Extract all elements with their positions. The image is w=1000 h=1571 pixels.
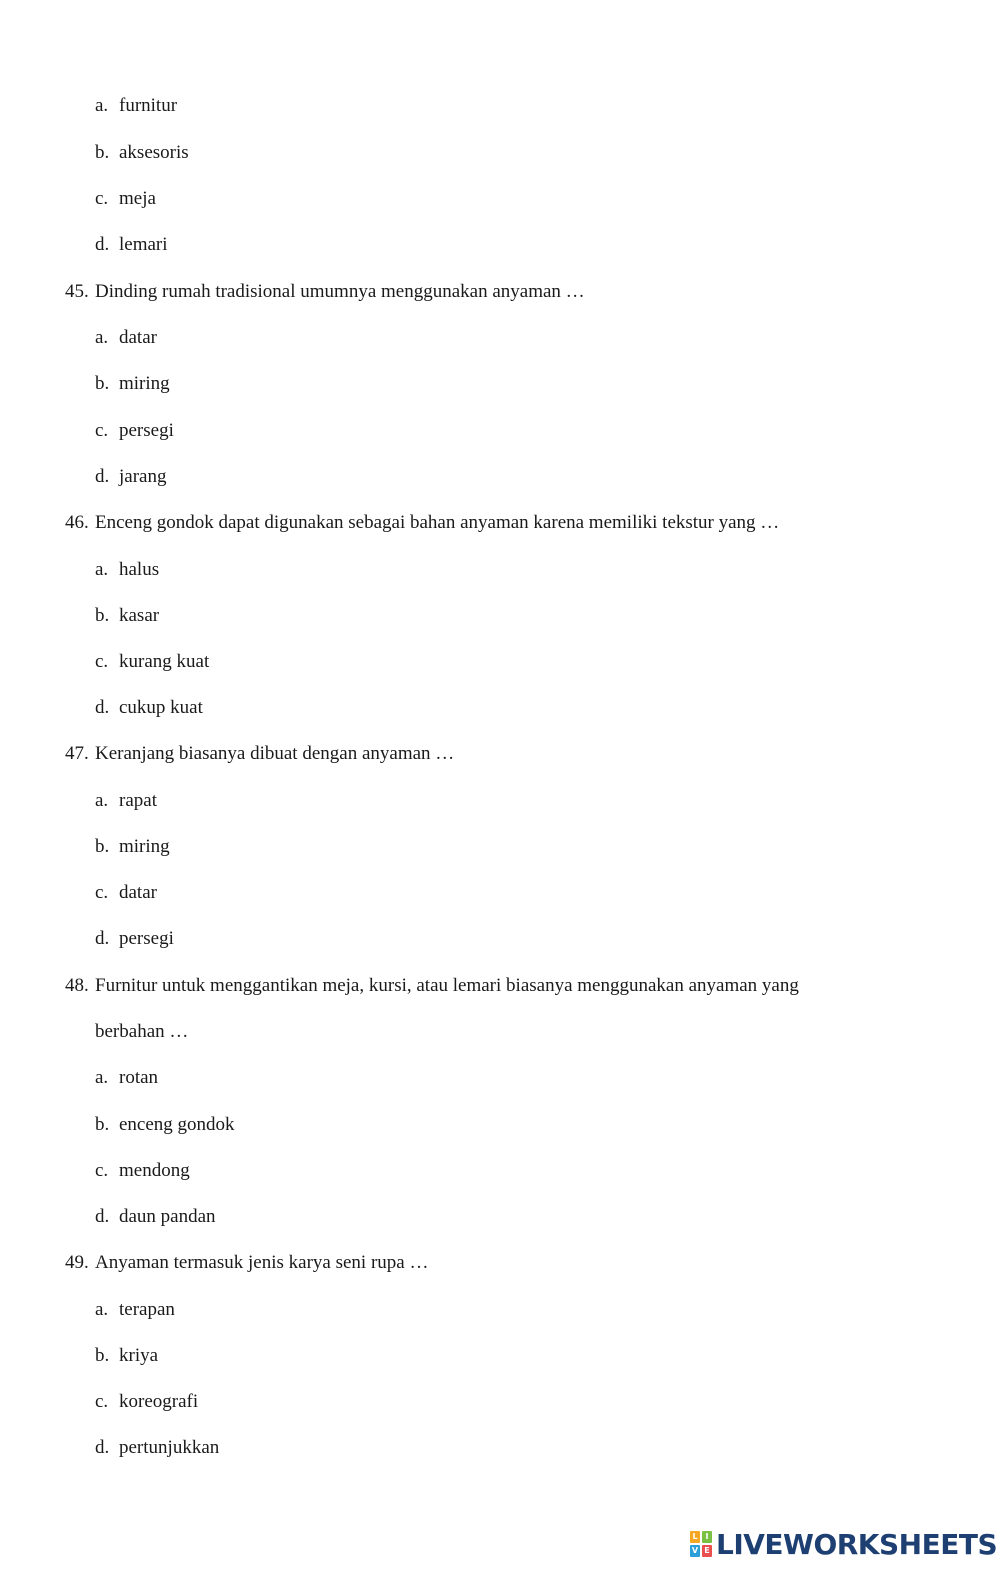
- option-49-a[interactable]: [95, 1298, 175, 1322]
- question-text: [65, 511, 779, 535]
- option-letter: a.: [95, 1067, 109, 1088]
- option-letter: b.: [95, 1114, 110, 1135]
- logo-tile-e: E: [702, 1545, 712, 1557]
- option-letter: c.: [95, 420, 109, 441]
- option-44-c[interactable]: [95, 187, 156, 211]
- option-letter: c.: [95, 188, 109, 209]
- question-number: 49.: [65, 1252, 89, 1273]
- option-letter: a.: [95, 327, 109, 348]
- question-text: [65, 742, 454, 766]
- option-46-a[interactable]: [95, 558, 159, 582]
- logo-tile-v: V: [691, 1546, 699, 1555]
- option-48-b[interactable]: [95, 1113, 235, 1137]
- option-46-b[interactable]: [95, 604, 159, 628]
- option-letter: b.: [95, 1345, 110, 1366]
- option-46-c[interactable]: [95, 650, 209, 674]
- option-letter: c.: [95, 651, 109, 672]
- option-letter: b.: [95, 836, 110, 857]
- option-letter: b.: [95, 605, 110, 626]
- option-letter: c.: [95, 882, 109, 903]
- option-text: pertunjukkan: [119, 1437, 220, 1458]
- option-text: kriya: [119, 1345, 159, 1366]
- option-text: miring: [119, 836, 170, 857]
- option-text: kurang kuat: [119, 651, 210, 672]
- option-49-d[interactable]: [95, 1436, 219, 1460]
- option-text: rapat: [119, 790, 157, 811]
- question-number: 46.: [65, 512, 89, 533]
- option-letter: a.: [95, 1299, 109, 1320]
- option-45-a[interactable]: [95, 326, 157, 350]
- option-text: miring: [119, 373, 170, 394]
- option-letter: b.: [95, 142, 110, 163]
- option-45-b[interactable]: [95, 372, 170, 396]
- question-prompt-continuation: berbahan …: [95, 1021, 189, 1042]
- option-text: meja: [119, 188, 156, 209]
- option-45-d[interactable]: [95, 465, 166, 489]
- option-text: lemari: [119, 234, 168, 255]
- option-text: terapan: [119, 1299, 175, 1320]
- option-text: datar: [119, 882, 157, 903]
- option-letter: b.: [95, 373, 110, 394]
- option-48-c[interactable]: [95, 1159, 190, 1183]
- question-number: 47.: [65, 743, 89, 764]
- option-letter: a.: [95, 559, 109, 580]
- option-text: koreografi: [119, 1391, 199, 1412]
- option-letter: c.: [95, 1391, 109, 1412]
- liveworksheets-logo: [690, 1527, 997, 1561]
- option-49-c[interactable]: [95, 1390, 198, 1414]
- option-letter: a.: [95, 790, 109, 811]
- question-text: [65, 1251, 428, 1275]
- option-45-c[interactable]: [95, 419, 174, 443]
- option-letter: d.: [95, 1437, 110, 1458]
- option-47-a[interactable]: [95, 789, 157, 813]
- option-letter: d.: [95, 928, 110, 949]
- option-44-b[interactable]: [95, 141, 189, 165]
- logo-tile-i: I: [702, 1531, 712, 1543]
- question-prompt: Furnitur untuk menggantikan meja, kursi, atau lemari biasanya menggunakan anyaman yang: [95, 975, 799, 996]
- option-text: cukup kuat: [119, 697, 203, 718]
- option-47-c[interactable]: [95, 881, 157, 905]
- option-text: mendong: [119, 1160, 190, 1181]
- option-text: persegi: [119, 420, 174, 441]
- option-44-d[interactable]: [95, 233, 168, 257]
- option-47-d[interactable]: [95, 927, 174, 951]
- question-number: 45.: [65, 281, 89, 302]
- option-letter: d.: [95, 466, 110, 487]
- question-text: [65, 280, 585, 304]
- logo-text: LIVEWORKSHEETS: [716, 1527, 998, 1561]
- option-letter: a.: [95, 95, 109, 116]
- question-number: 48.: [65, 975, 89, 996]
- logo-tile-l: L: [690, 1531, 700, 1543]
- option-44-a[interactable]: [95, 94, 177, 118]
- option-letter: d.: [95, 234, 110, 255]
- option-text: aksesoris: [119, 142, 189, 163]
- option-46-d[interactable]: [95, 696, 203, 720]
- question-prompt: Dinding rumah tradisional umumnya menggunakan anyaman …: [95, 281, 585, 302]
- option-letter: c.: [95, 1160, 109, 1181]
- option-text: halus: [119, 559, 160, 580]
- option-text: jarang: [119, 466, 167, 487]
- option-text: enceng gondok: [119, 1114, 235, 1135]
- option-text: datar: [119, 327, 157, 348]
- question-text: [65, 974, 799, 998]
- option-text: rotan: [119, 1067, 159, 1088]
- option-47-b[interactable]: [95, 835, 170, 859]
- option-text: daun pandan: [119, 1206, 216, 1227]
- option-text: kasar: [119, 605, 160, 626]
- option-letter: d.: [95, 1206, 110, 1227]
- option-48-a[interactable]: [95, 1066, 158, 1090]
- option-text: persegi: [119, 928, 174, 949]
- question-prompt: Keranjang biasanya dibuat dengan anyaman …: [95, 743, 455, 764]
- option-text: furnitur: [119, 95, 178, 116]
- question-prompt: Anyaman termasuk jenis karya seni rupa …: [95, 1252, 429, 1273]
- liveworksheets-mark-icon: [690, 1531, 712, 1557]
- question-prompt: Enceng gondok dapat digunakan sebagai bahan anyaman karena memiliki tekstur yang …: [95, 512, 780, 533]
- option-49-b[interactable]: [95, 1344, 158, 1368]
- option-48-d[interactable]: [95, 1205, 216, 1229]
- option-letter: d.: [95, 697, 110, 718]
